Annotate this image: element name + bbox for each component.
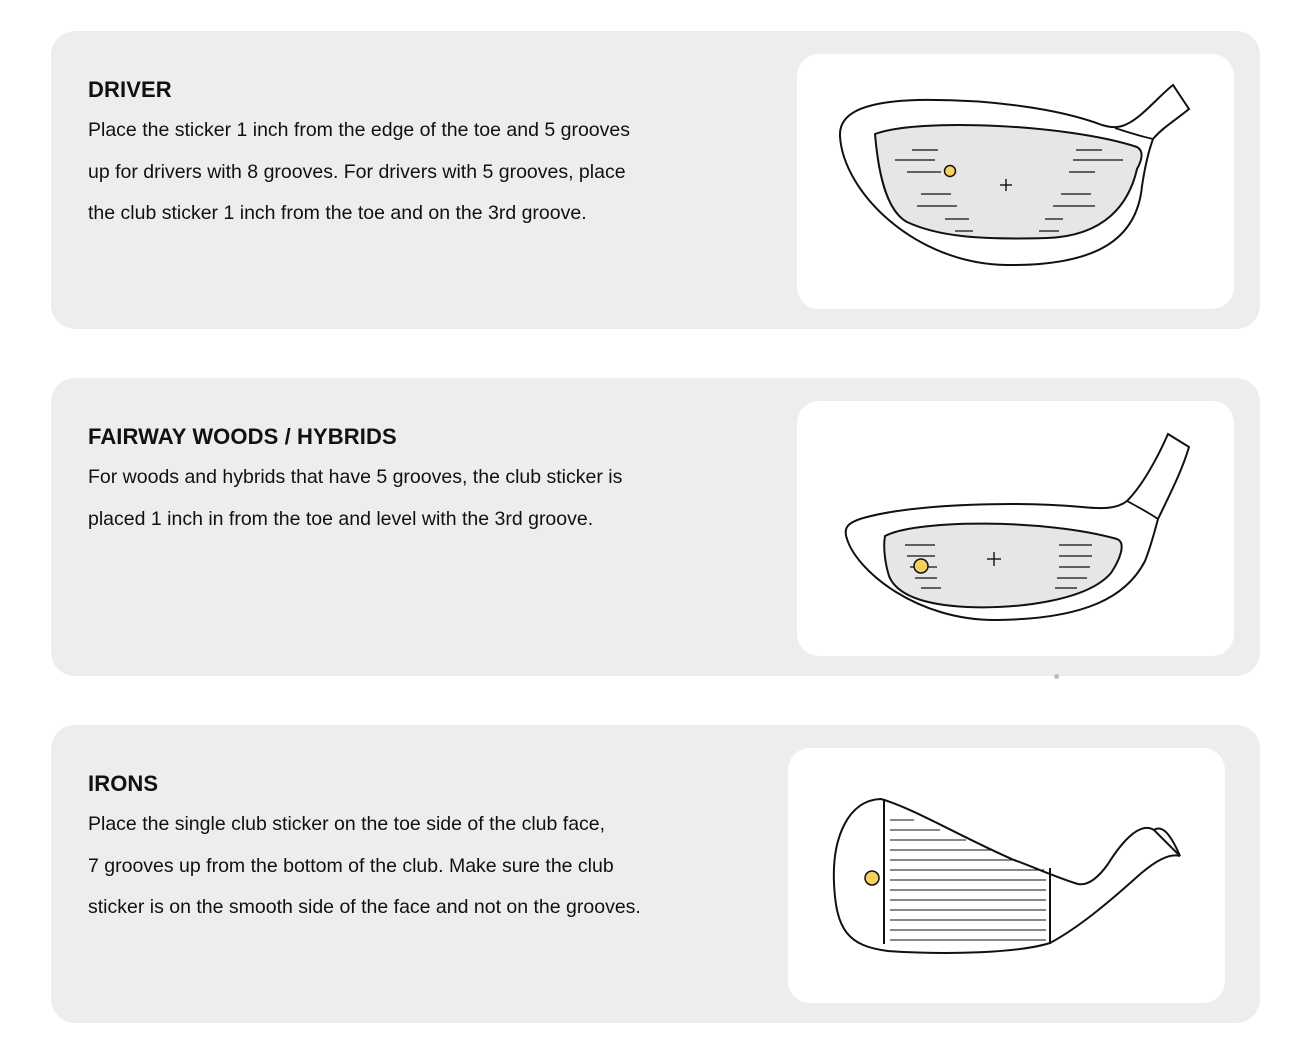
description-line: Place the sticker 1 inch from the edge of the toe and 5 grooves bbox=[88, 119, 630, 141]
section-description bbox=[88, 110, 748, 235]
description-line: placed 1 inch in from the toe and level with the 3rd groove. bbox=[88, 507, 594, 530]
section-title: IRONS bbox=[88, 771, 159, 796]
description-line: For woods and hybrids that have 5 grooves, the club sticker is bbox=[88, 466, 623, 488]
driver-text bbox=[88, 76, 748, 235]
description-line: sticker is on the smooth side of the face and not on the grooves. bbox=[88, 896, 641, 918]
sticker-dot bbox=[914, 559, 928, 573]
section-description bbox=[88, 457, 748, 540]
fairway-woods-text bbox=[88, 423, 748, 540]
irons-card bbox=[51, 725, 1260, 1023]
sticker-dot bbox=[945, 166, 956, 177]
fairway-woods-card bbox=[51, 378, 1260, 676]
section-title: DRIVER bbox=[88, 77, 172, 102]
section-description bbox=[88, 804, 748, 929]
driver-head-icon bbox=[797, 54, 1234, 309]
driver-card bbox=[51, 31, 1260, 329]
description-line: Place the single club sticker on the toe side of the club face, bbox=[88, 813, 606, 835]
description-line: up for drivers with 8 grooves. For drivers with 5 grooves, place bbox=[88, 160, 626, 183]
description-line: 7 grooves up from the bottom of the club. Make sure the club bbox=[88, 854, 614, 877]
sticker-dot bbox=[865, 871, 879, 885]
iron-head-icon bbox=[788, 748, 1225, 1003]
description-line: the club sticker 1 inch from the toe and on the 3rd groove. bbox=[88, 202, 587, 224]
fairway-wood-head-icon bbox=[797, 401, 1234, 656]
irons-text bbox=[88, 770, 748, 929]
iron-illustration-panel bbox=[788, 748, 1225, 1003]
fairway-wood-illustration-panel bbox=[797, 401, 1234, 656]
decorative-dot bbox=[1054, 674, 1059, 679]
driver-illustration-panel bbox=[797, 54, 1234, 309]
section-title: FAIRWAY WOODS / HYBRIDS bbox=[88, 424, 397, 449]
